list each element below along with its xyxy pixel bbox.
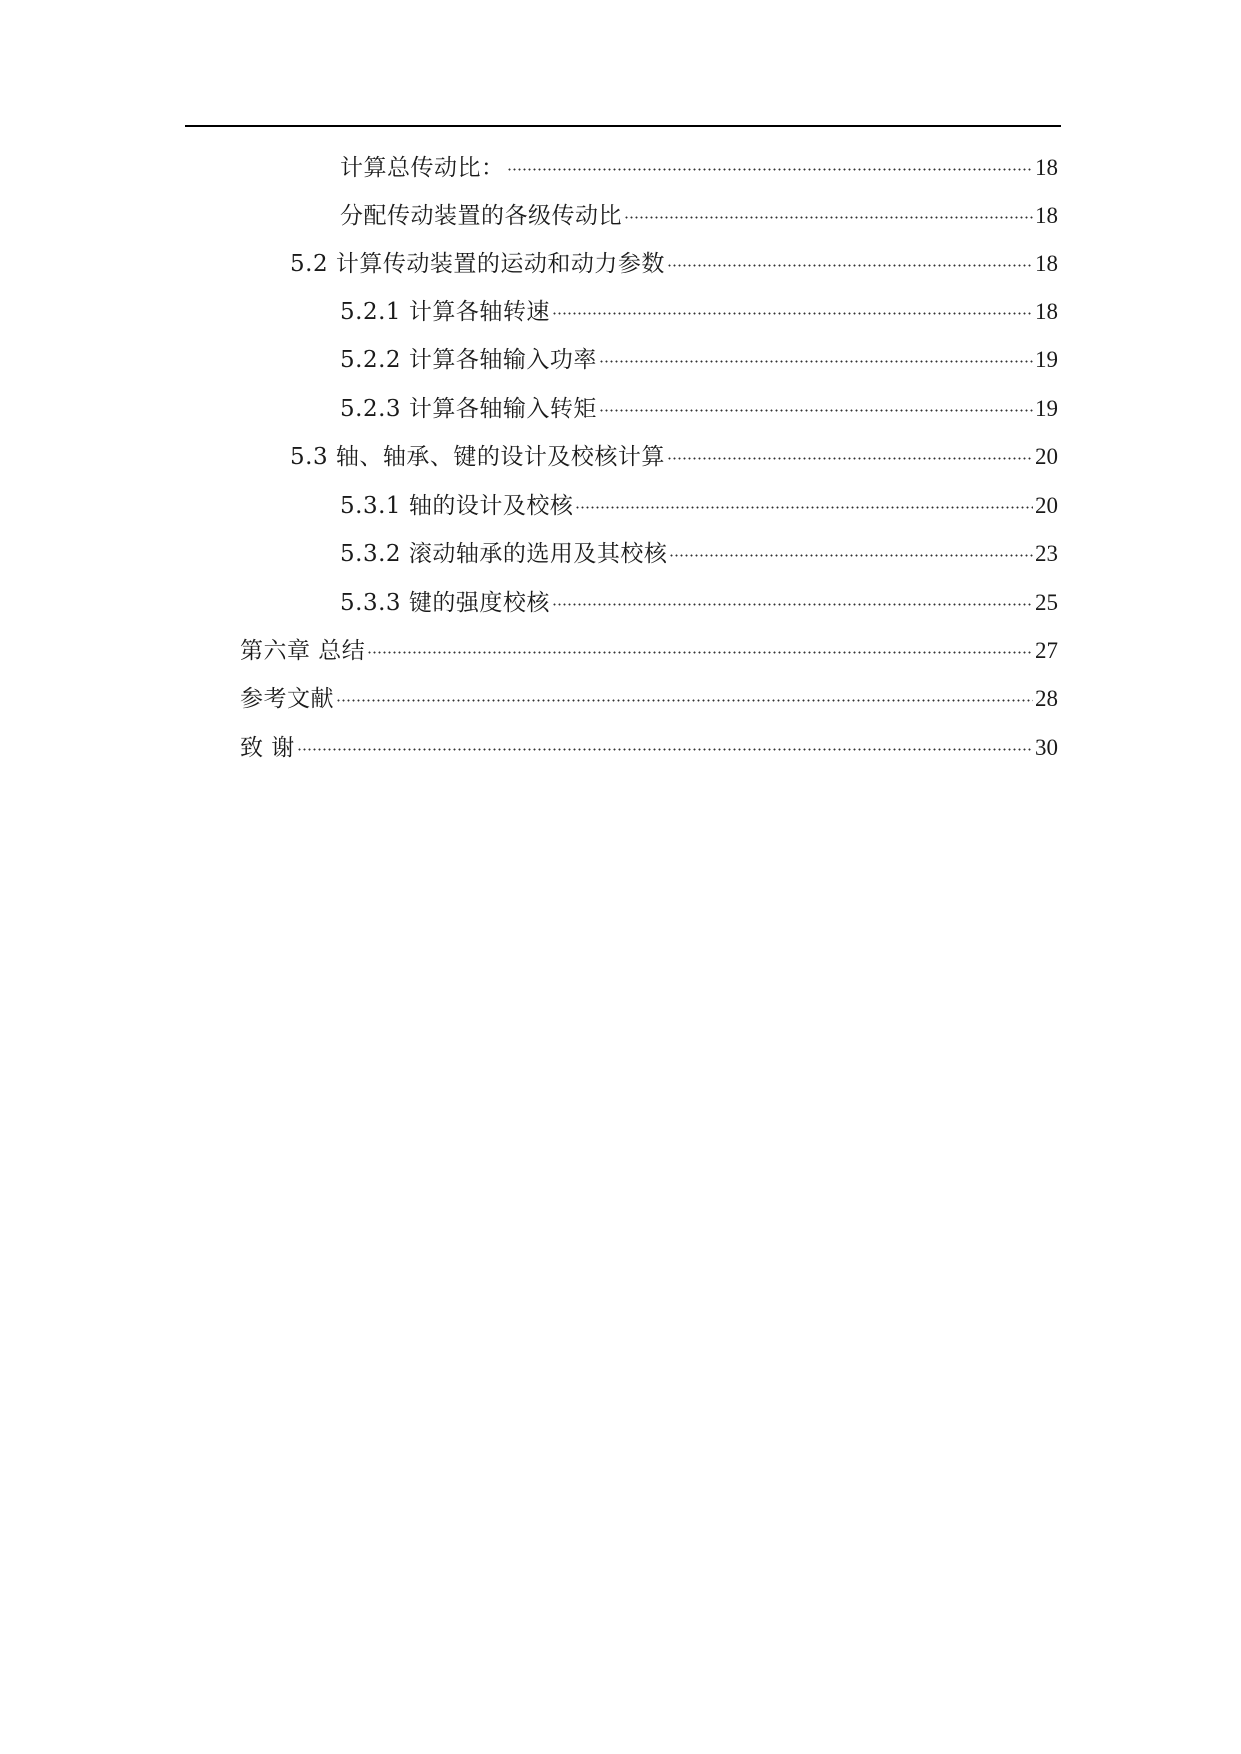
toc-dot-leader xyxy=(297,748,1033,751)
toc-dot-leader xyxy=(599,360,1033,363)
toc-dot-leader xyxy=(575,506,1033,509)
toc-entry-title: 5.2.3 计算各轴输入转矩 xyxy=(340,396,597,422)
toc-entry-page: 18 xyxy=(1035,155,1058,180)
toc-entry[interactable] xyxy=(290,244,1058,284)
toc-dot-leader xyxy=(336,699,1033,702)
toc-entry-title: 5.3 轴、轴承、键的设计及校核计算 xyxy=(290,444,665,470)
toc-entry-title: 5.3.3 键的强度校核 xyxy=(340,590,550,616)
toc-dot-leader xyxy=(599,409,1033,412)
toc-dot-leader xyxy=(367,651,1033,654)
toc-entry-title: 致 谢 xyxy=(240,735,295,761)
toc-dot-leader xyxy=(669,554,1033,557)
toc-entry-page: 30 xyxy=(1035,735,1058,760)
toc-entry[interactable] xyxy=(340,534,1058,574)
toc-entry-page: 18 xyxy=(1035,251,1058,276)
toc-entry[interactable] xyxy=(340,196,1058,236)
toc-dot-leader xyxy=(552,603,1033,606)
toc-entry-title: 5.2.2 计算各轴输入功率 xyxy=(340,347,597,373)
toc-entry-title: 5.3.1 轴的设计及校核 xyxy=(340,493,574,519)
toc-entry-page: 25 xyxy=(1035,590,1058,615)
toc-dot-leader xyxy=(624,216,1033,219)
toc-entry-page: 19 xyxy=(1035,396,1058,421)
toc-entry[interactable] xyxy=(340,340,1058,380)
toc-entry-title: 计算总传动比： xyxy=(340,155,505,181)
toc-dot-leader xyxy=(507,168,1034,171)
toc-dot-leader xyxy=(667,457,1033,460)
toc-entry[interactable] xyxy=(290,437,1058,477)
toc-entry-title: 5.2 计算传动装置的运动和动力参数 xyxy=(290,251,665,277)
toc-entry[interactable] xyxy=(240,679,1058,719)
header-rule xyxy=(185,125,1061,127)
toc-entry[interactable] xyxy=(340,583,1058,623)
toc-dot-leader xyxy=(552,312,1033,315)
toc-entry[interactable] xyxy=(240,631,1058,671)
toc-entry-title: 5.2.1 计算各轴转速 xyxy=(340,299,550,325)
toc-entry[interactable] xyxy=(240,728,1058,768)
toc-entry-page: 23 xyxy=(1035,541,1058,566)
toc-entry-page: 28 xyxy=(1035,686,1058,711)
toc-entry-page: 19 xyxy=(1035,347,1058,372)
toc-entry[interactable] xyxy=(340,292,1058,332)
toc-entry-title: 5.3.2 滚动轴承的选用及其校核 xyxy=(340,541,668,567)
toc-entry[interactable] xyxy=(340,148,1058,188)
toc-entry-title: 参考文献 xyxy=(240,686,334,712)
toc-entry-page: 18 xyxy=(1035,299,1058,324)
toc-entry-title: 分配传动装置的各级传动比 xyxy=(340,203,622,229)
toc-entry-page: 20 xyxy=(1035,444,1058,469)
toc-entry-page: 20 xyxy=(1035,493,1058,518)
toc-entry[interactable] xyxy=(340,389,1058,429)
toc-entry-page: 18 xyxy=(1035,203,1058,228)
toc-dot-leader xyxy=(667,264,1033,267)
toc-entry-page: 27 xyxy=(1035,638,1058,663)
toc-entry-title: 第六章 总结 xyxy=(240,638,366,664)
toc-entry[interactable] xyxy=(340,486,1058,526)
